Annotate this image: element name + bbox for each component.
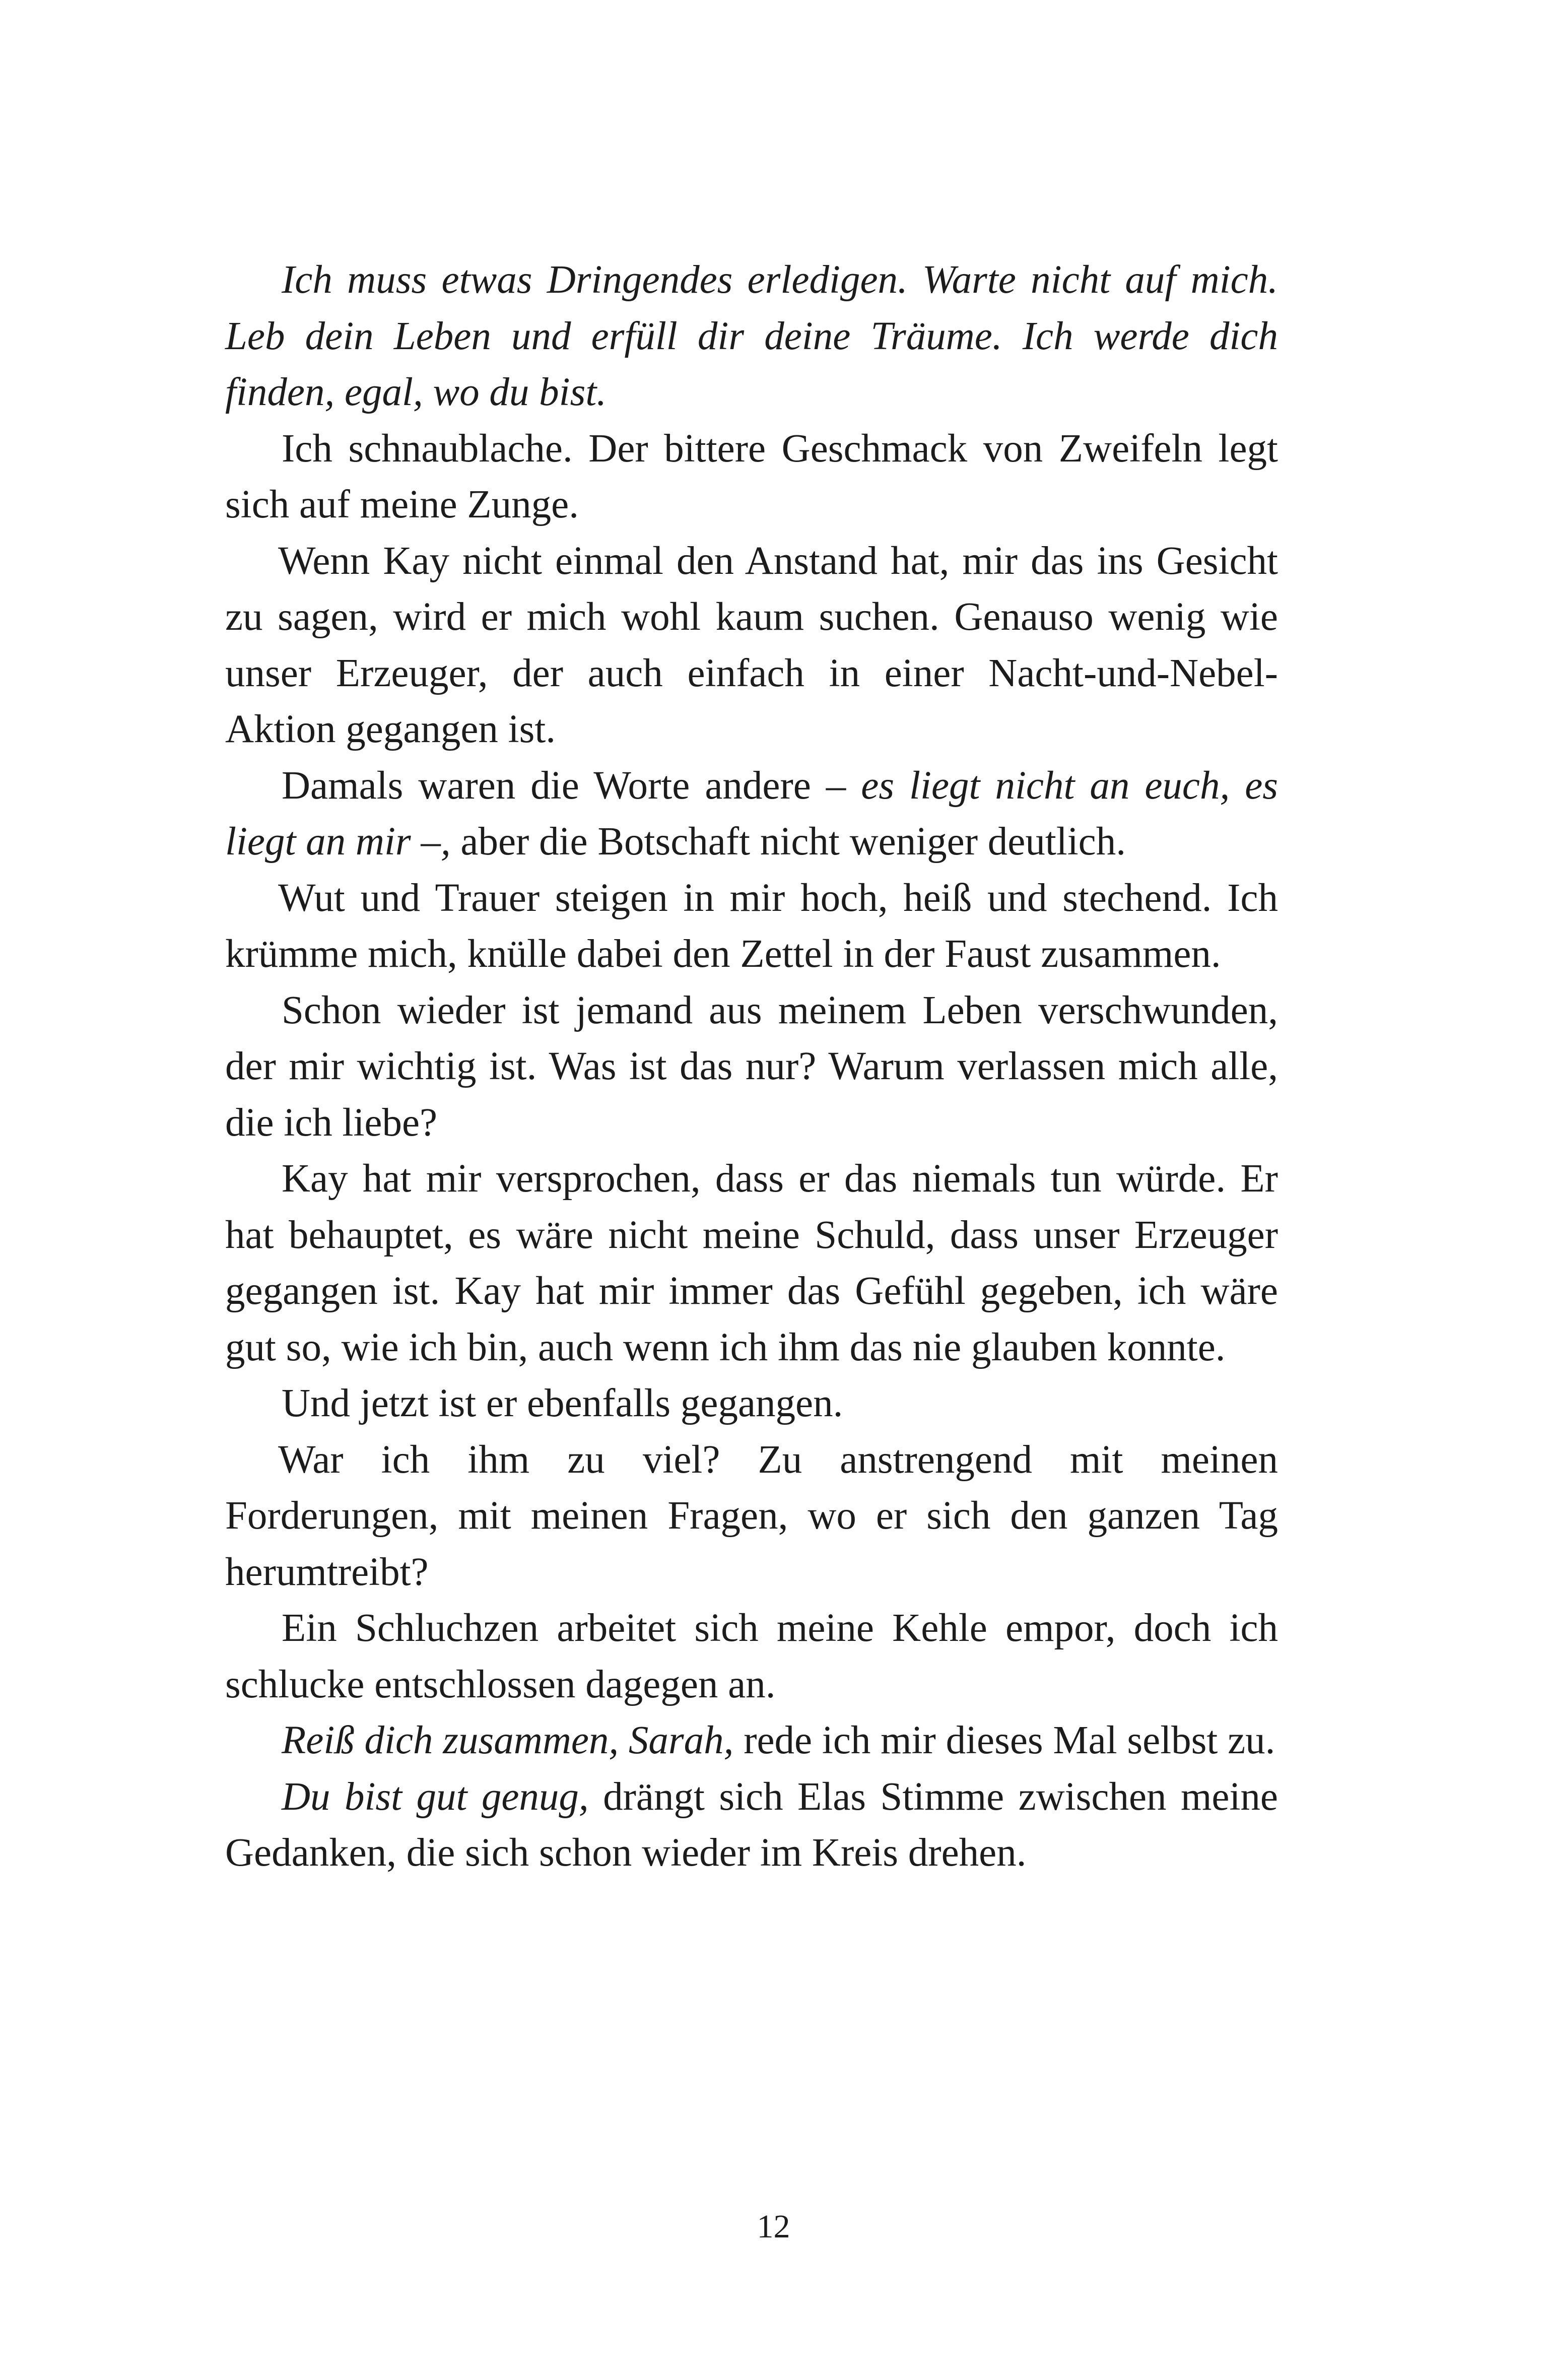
italic-text: Du bist gut genug, — [282, 1774, 589, 1819]
text-span: Wut und Trauer steigen in mir hoch, heiß und stechend. Ich krümme mich, knülle dabei den Zettel in der Faust zusammen. — [225, 876, 1278, 976]
italic-text: Reiß dich zusammen, Sarah, — [282, 1718, 734, 1762]
paragraph-5 — [225, 870, 1278, 982]
text-span: Kay hat mir versprochen, dass er das niemals tun würde. Er hat behauptet, es wäre nicht meine Schuld, dass unser Erzeuger gegangen ist. Kay hat mir immer das Gefühl gegeben, ich wäre gut so, wie ich bin, auch wenn ich ihm das nie glauben konnte. — [225, 1157, 1278, 1369]
text-span: Ein Schluchzen arbeitet sich meine Kehle empor, doch ich schlucke entschlossen dagegen an. — [225, 1606, 1278, 1706]
text-span: Schon wieder ist jemand aus meinem Leben verschwunden, der mir wichtig ist. Was ist das nur? Warum verlassen mich alle, die ich liebe? — [225, 988, 1278, 1145]
paragraph-7 — [225, 1151, 1278, 1375]
body-text — [225, 252, 1278, 1881]
paragraph-6 — [225, 982, 1278, 1151]
text-span: drängt sich Elas Stimme zwischen meine Gedanken, die sich schon wieder im Kreis drehen. — [225, 1774, 1278, 1875]
paragraph-11 — [225, 1712, 1278, 1769]
text-span: Ich schnaublache. Der bittere Geschmack von Zweifeln legt sich auf meine Zunge. — [225, 426, 1278, 526]
italic-text: Ich muss etwas Dringendes erledigen. Warte nicht auf mich. Leb dein Leben und erfüll dir deine Träume. Ich werde dich finden, egal, wo du bist. — [225, 258, 1278, 414]
text-span: Damals waren die Worte andere – — [282, 763, 861, 808]
text-span: rede ich mir dieses Mal selbst zu. — [733, 1718, 1275, 1762]
text-span: War ich ihm zu viel? Zu anstrengend mit meinen Forderungen, mit meinen Fragen, wo er sich den ganzen Tag herumtreibt? — [225, 1437, 1278, 1594]
italic-text: es liegt nicht an euch, es liegt an mir –, — [225, 763, 1278, 864]
text-span: aber die Botschaft nicht weniger deutlich. — [450, 820, 1126, 864]
paragraph-1 — [225, 252, 1278, 421]
page-number: 12 — [757, 2208, 790, 2245]
paragraph-2 — [225, 421, 1278, 533]
paragraph-12 — [225, 1769, 1278, 1881]
paragraph-4 — [225, 758, 1278, 870]
text-span: Wenn Kay nicht einmal den Anstand hat, mir das ins Gesicht zu sagen, wird er mich wohl kaum suchen. Genauso wenig wie unser Erzeuger, der auch einfach in einer Nacht-und-Nebel-Aktion gegangen ist. — [225, 539, 1278, 751]
text-span: Und jetzt ist er ebenfalls gegangen. — [282, 1381, 843, 1425]
paragraph-9 — [225, 1432, 1278, 1601]
paragraph-10 — [225, 1600, 1278, 1712]
paragraph-8 — [225, 1375, 1278, 1432]
paragraph-3 — [225, 533, 1278, 758]
